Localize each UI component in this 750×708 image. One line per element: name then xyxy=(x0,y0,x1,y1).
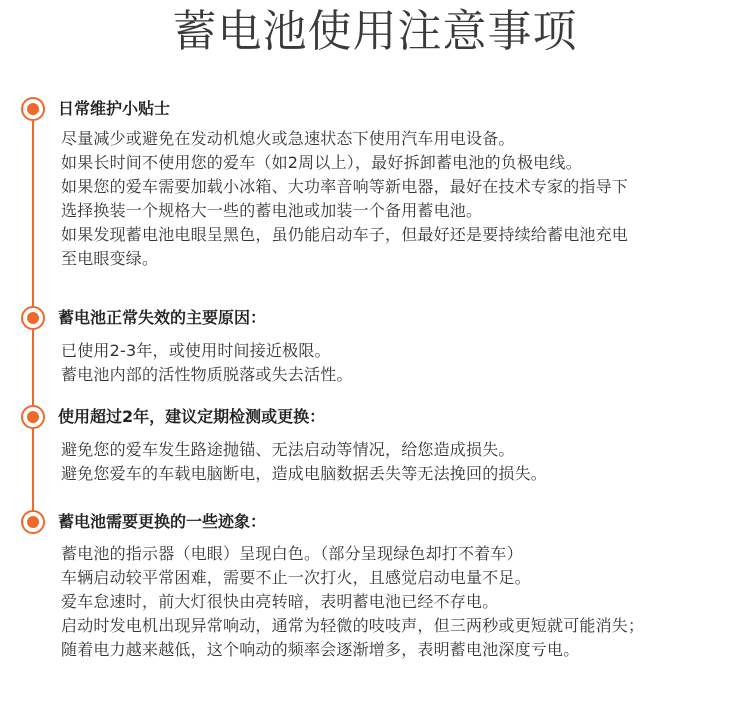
section-lines xyxy=(61,339,353,387)
list-item: 至电眼变绿。 xyxy=(61,249,159,268)
orange-circle-bullet-icon xyxy=(21,97,45,121)
section-heading: 日常维护小贴士 xyxy=(58,99,171,118)
list-item: 车辆启动较平常困难，需要不止一次打火，且感觉启动电量不足。 xyxy=(61,568,531,587)
list-item: 尽量减少或避免在发动机熄火或急速状态下使用汽车用电设备。 xyxy=(61,129,515,148)
section-lines xyxy=(61,438,547,486)
section-heading: 使用超过2年，建议定期检测或更换： xyxy=(58,407,326,426)
list-item: 如果您的爱车需要加载小冰箱、大功率音响等新电器，最好在技术专家的指导下 xyxy=(61,177,629,196)
orange-circle-bullet-icon xyxy=(21,306,45,330)
section-lines xyxy=(61,127,628,271)
orange-circle-bullet-icon xyxy=(21,510,45,534)
list-item: 如果长时间不使用您的爱车（如2周以上），最好拆卸蓄电池的负极电线。 xyxy=(61,153,582,172)
orange-circle-bullet-icon xyxy=(21,405,45,429)
page-title: 蓄电池使用注意事项 xyxy=(172,6,578,57)
list-item: 启动时发电机出现异常响动，通常为轻微的吱吱声，但三两秒或更短就可能消失； xyxy=(61,616,645,635)
list-item: 已使用2-3年，或使用时间接近极限。 xyxy=(61,341,331,360)
list-item: 蓄电池内部的活性物质脱落或失去活性。 xyxy=(61,365,353,384)
list-item: 选择换装一个规格大一些的蓄电池或加装一个备用蓄电池。 xyxy=(61,201,483,220)
list-item: 爱车怠速时，前大灯很快由亮转暗，表明蓄电池已经不存电。 xyxy=(61,592,499,611)
list-item: 蓄电池的指示器（电眼）呈现白色。（部分呈现绿色却打不着车） xyxy=(61,544,523,563)
section-heading: 蓄电池需要更换的一些迹象： xyxy=(58,512,267,531)
list-item: 随着电力越来越低，这个响动的频率会逐渐增多，表明蓄电池深度亏电。 xyxy=(61,640,580,659)
list-item: 避免您的爱车发生路途抛锚、无法启动等情况，给您造成损失。 xyxy=(61,440,515,459)
section-heading: 蓄电池正常失效的主要原因： xyxy=(58,308,267,327)
list-item: 避免您爱车的车载电脑断电，造成电脑数据丢失等无法挽回的损失。 xyxy=(61,464,548,483)
section-lines xyxy=(61,542,644,662)
list-item: 如果发现蓄电池电眼呈黑色，虽仍能启动车子，但最好还是要持续给蓄电池充电 xyxy=(61,225,629,244)
